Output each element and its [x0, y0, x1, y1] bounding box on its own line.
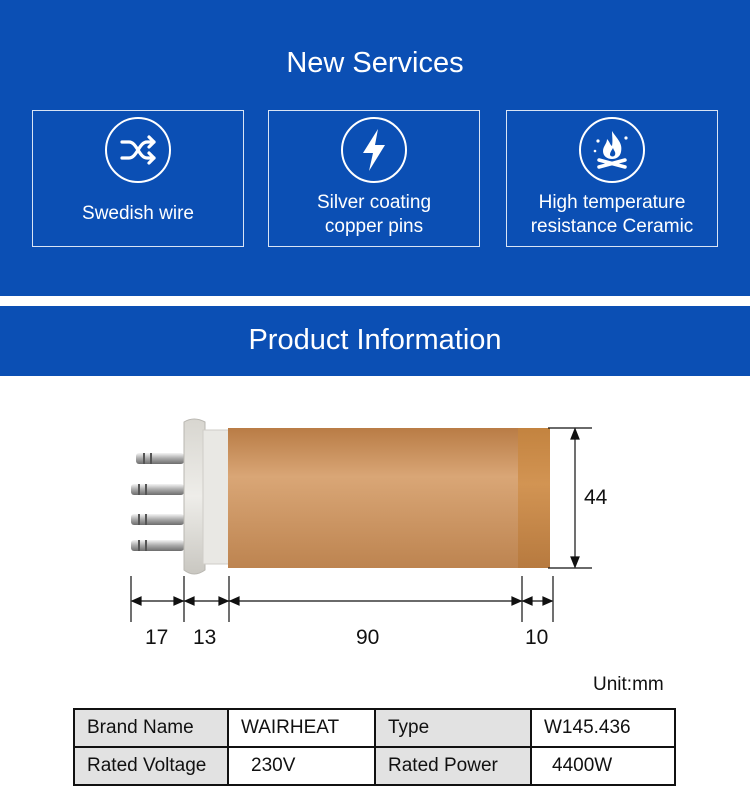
ceramic-flange — [184, 419, 205, 574]
dimension-label-44: 44 — [584, 486, 608, 509]
product-title: Product Information — [248, 324, 502, 356]
table-row — [74, 747, 675, 785]
service-card-text-line1: Silver coating — [316, 192, 432, 213]
spec-label: Rated Power — [375, 747, 531, 785]
length-dimension-lines — [131, 576, 553, 622]
spec-value: 4400W — [531, 747, 675, 785]
service-card-pins — [268, 110, 480, 247]
service-card-text-line2: resistance Ceramic — [530, 216, 694, 237]
table-row — [74, 709, 675, 747]
unit-label: Unit:mm — [593, 674, 664, 695]
dimension-label-17: 17 — [145, 626, 169, 649]
ceramic-body — [228, 428, 524, 568]
spec-value: W145.436 — [531, 709, 675, 747]
service-card-ceramic — [506, 110, 718, 247]
dimension-label-13: 13 — [193, 626, 217, 649]
banner-gap — [0, 296, 750, 306]
service-card-text: Swedish wire — [82, 203, 194, 224]
spec-value: WAIRHEAT — [228, 709, 375, 747]
dimension-label-10: 10 — [525, 626, 549, 649]
lightning-icon — [341, 117, 407, 183]
spec-table — [73, 708, 676, 786]
services-title: New Services — [286, 47, 464, 79]
service-card-wire — [32, 110, 244, 247]
dimension-label-90: 90 — [356, 626, 380, 649]
spec-label: Rated Voltage — [74, 747, 228, 785]
heating-element-diagram — [0, 400, 750, 660]
spec-value: 230V — [228, 747, 375, 785]
service-card-text-line1: High temperature — [538, 192, 686, 213]
copper-pins — [131, 453, 184, 551]
service-card-text-line2: copper pins — [324, 216, 424, 237]
ceramic-end-cap — [518, 428, 550, 568]
fire-icon — [579, 117, 645, 183]
spec-label: Type — [375, 709, 531, 747]
spec-label: Brand Name — [74, 709, 228, 747]
shuffle-icon — [105, 117, 171, 183]
